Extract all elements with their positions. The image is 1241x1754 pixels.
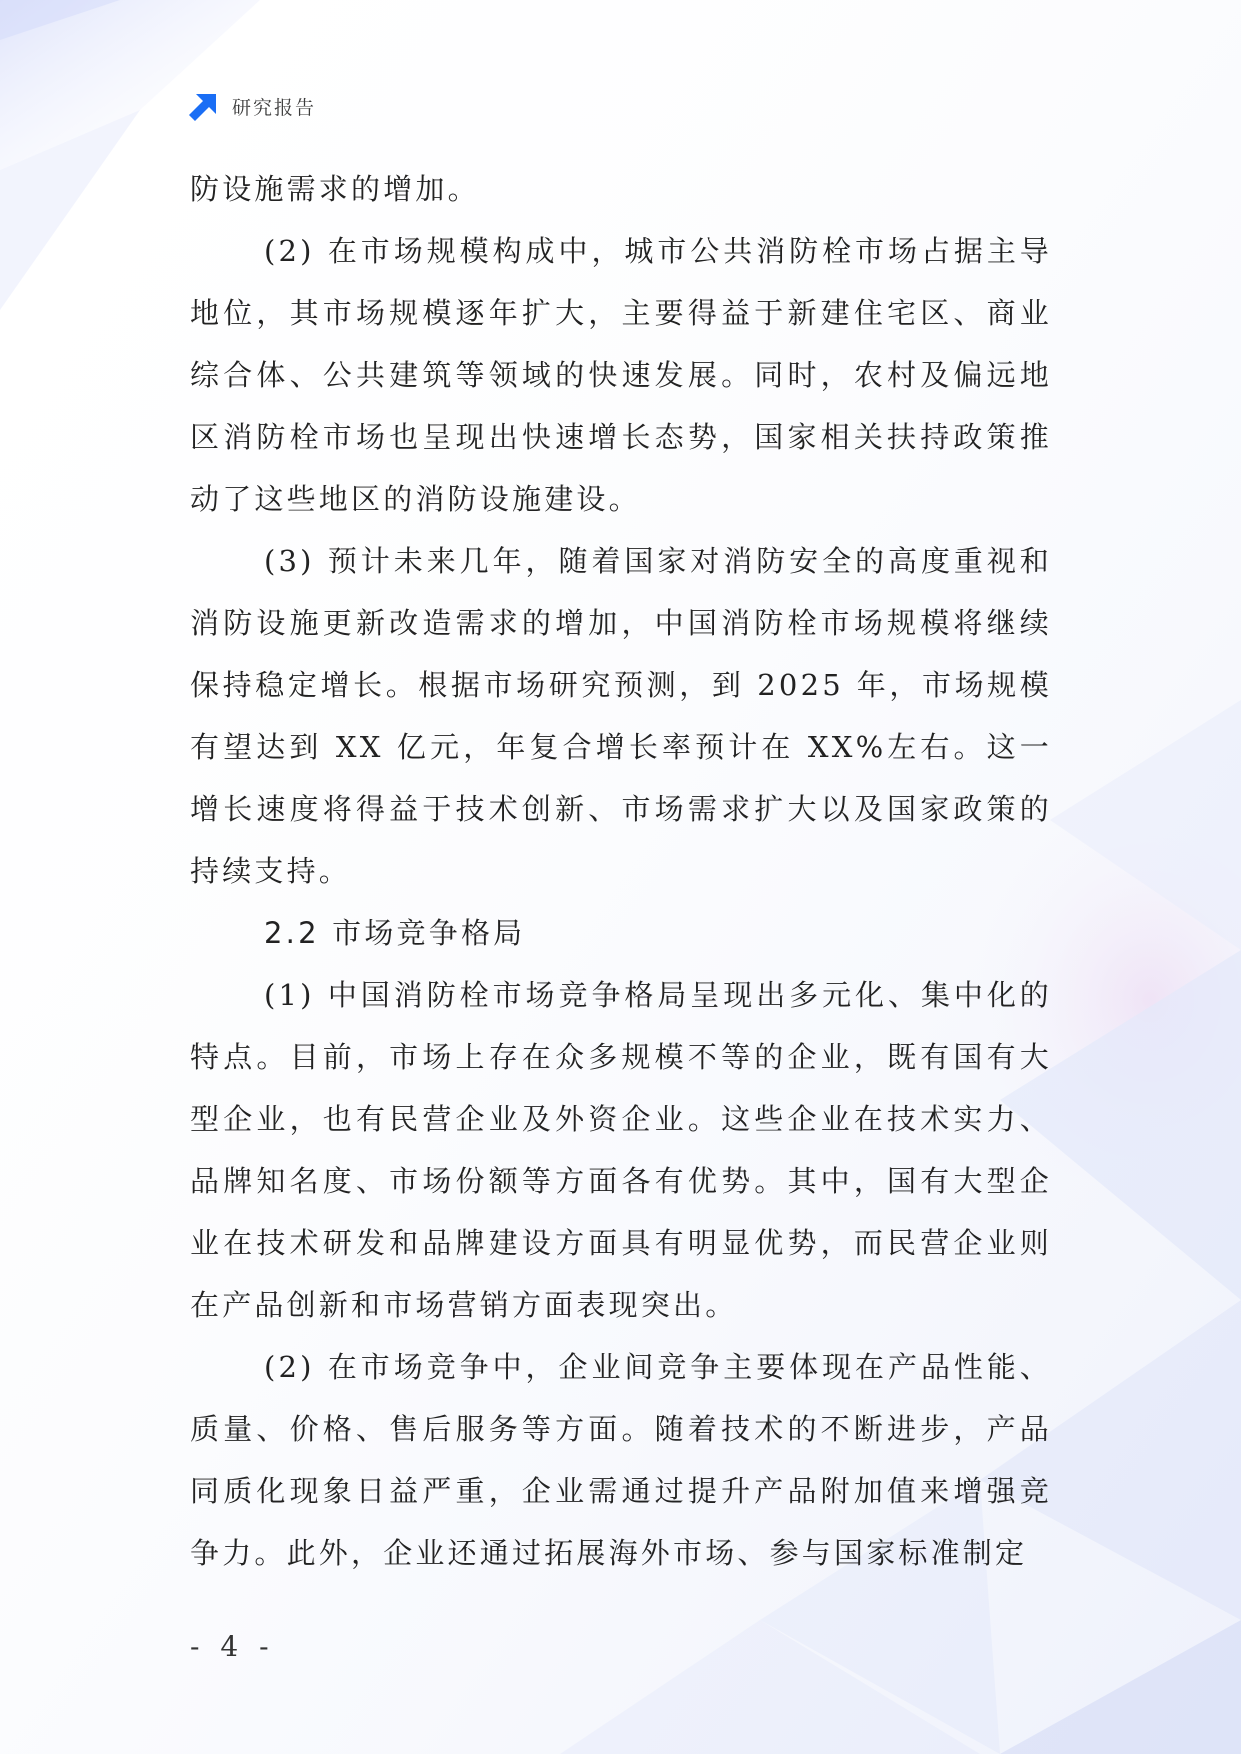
paragraph: (2) 在市场竞争中，企业间竞争主要体现在产品性能、质量、价格、售后服务等方面。随着技术的不断进步，产品同质化现象日益严重，企业需通过提升产品附加值来增强竞争力。此外，企业还通过拓展海外市场、参与国家标准制定 bbox=[190, 1350, 1052, 1570]
paragraph-continuation: 防设施需求的增加。 bbox=[190, 172, 480, 206]
page-number: - 4 - bbox=[190, 1630, 275, 1663]
section-heading: 2.2 市场竞争格局 bbox=[264, 916, 526, 950]
paragraph: (2) 在市场规模构成中，城市公共消防栓市场占据主导地位，其市场规模逐年扩大，主要得益于新建住宅区、商业综合体、公共建筑等领域的快速发展。同时，农村及偏远地区消防栓市场也呈现出快速增长态势，国家相关扶持政策推动了这些地区的消防设施建设。 bbox=[190, 234, 1052, 516]
paragraph: (1) 中国消防栓市场竞争格局呈现出多元化、集中化的特点。目前，市场上存在众多规模不等的企业，既有国有大型企业，也有民营企业及外资企业。这些企业在技术实力、品牌知名度、市场份额等方面各有优势。其中，国有大型企业在技术研发和品牌建设方面具有明显优势，而民营企业则在产品创新和市场营销方面表现突出。 bbox=[190, 978, 1052, 1322]
paragraph: (3) 预计未来几年，随着国家对消防安全的高度重视和消防设施更新改造需求的增加，中国消防栓市场规模将继续保持稳定增长。根据市场研究预测，到 2025 年，市场规模有望达到 XX 亿元，年复合增长率预计在 XX%左右。这一增长速度将得益于技术创新、市场需求扩大以及国家政策的持续支持。 bbox=[190, 544, 1052, 888]
document-body bbox=[190, 158, 1052, 1584]
header-label: 研究报告 bbox=[232, 96, 317, 119]
report-header bbox=[188, 90, 316, 122]
arrow-up-right-icon bbox=[188, 90, 220, 122]
